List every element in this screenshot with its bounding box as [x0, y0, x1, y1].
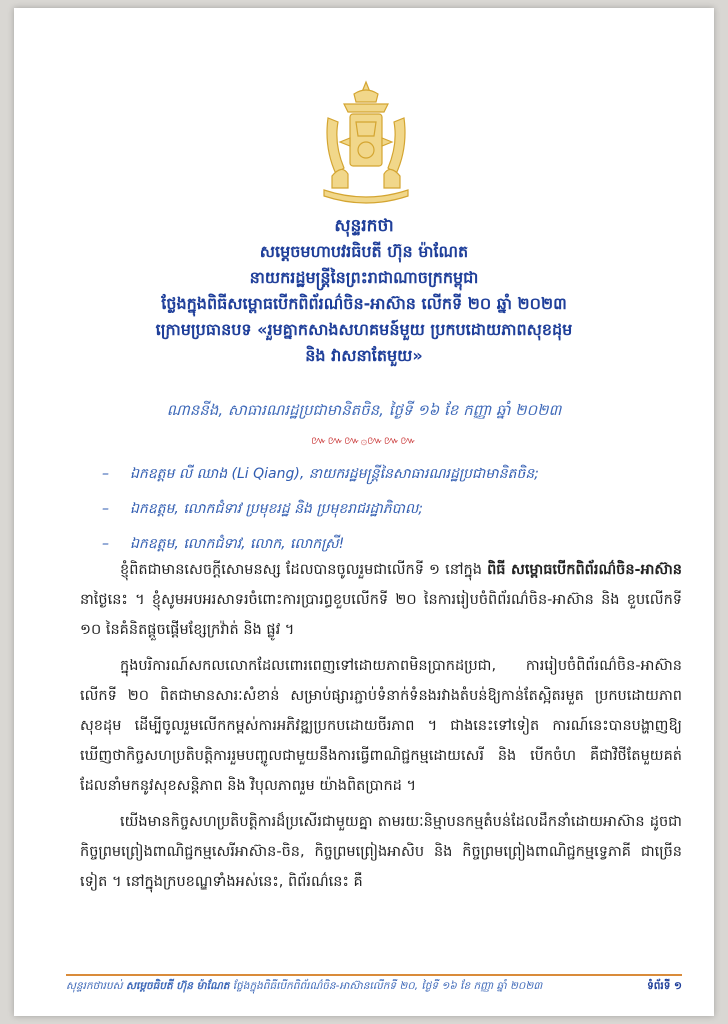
salutation-item: – ឯកឧត្តម, លោកជំទាវ, លោក, លោកស្រី!: [102, 530, 682, 565]
paragraph-2: ក្នុងបរិការណ៍សកលលោកដែលពោរពេញទៅដោយភាពមិនប្រាកដប្រជា, ការរៀបចំពិព័រណ៌ចិន-អាស៊ាន លើកទី ២០ ពិតជាមានសារៈសំខាន់ សម្រាប់ផ្សារភ្ជាប់ទំនាក់ទំនងរវាងតំបន់ឱ្យកាន់តែស្អិតរមួត ប្រកបដោយភាពសុខដុម ដើម្បីចូលរួមលើកកម្ពស់ការអភិវឌ្ឍប្រកបដោយចីរភាព ។ ជាងនេះទៅទៀត ការណ៍នេះបានបង្ហាញឱ្យឃើញថាកិច្ចសហប្រតិបត្តិការរួមបញ្ចូលជាមួយនឹងការធ្វើពាណិជ្ជកម្មដោយសេរី និង បើកចំហ គឺជាវិថីតែមួយគត់ ដែលនាំមកនូវសុខសន្តិភាព និង វិបុលភាពរួម យ៉ាងពិតប្រាកដ ។: [80, 658, 682, 794]
footer-divider: [66, 974, 682, 976]
footer-caption: សុន្ទរកថារបស់ សម្តេចធិបតី ហ៊ុន ម៉ាណែត ថ្លែងក្នុងពិធីបើកពិព័រណ៌ចិន-អាស៊ានលើកទី ២០, ថ្ងៃទី ១៦ ខែ កញ្ញា ឆ្នាំ ២០២៣: [66, 980, 543, 992]
dash-bullet: –: [102, 536, 109, 552]
salutation-item: – ឯកឧត្តម, លោកជំទាវ ប្រមុខរដ្ឋ និង ប្រមុខរាជរដ្ឋាភិបាល;: [102, 495, 682, 530]
page-number: ទំព័រទី ១: [647, 980, 682, 992]
ornament-divider: ៚៚៚۞៚៚៚: [311, 434, 417, 447]
paragraph-3: យើងមានកិច្ចសហប្រតិបត្តិការដ៏ប្រសើរជាមួយគ្នា តាមរយៈនិម្មាបនកម្មតំបន់ដែលដឹកនាំដោយអាស៊ាន ដូចជា កិច្ចព្រមព្រៀងពាណិជ្ជកម្មសេរីអាស៊ាន-ចិន, កិច្ចព្រមព្រៀងអាសិប និង កិច្ចព្រមព្រៀងពាណិជ្ជកម្មទ្វេភាគី ជាច្រើនទៀត ។ នៅក្នុងក្របខណ្ឌទាំងអស់នេះ, ពិព័រណ៌នេះ គឺ: [80, 814, 682, 890]
page-footer: [66, 980, 682, 995]
speech-body: [80, 555, 682, 903]
speech-title-block: [54, 213, 674, 369]
theme-line-2: និង វាសនាតែមួយ»: [305, 346, 423, 365]
royal-coat-of-arms-emblem: [314, 78, 418, 208]
salutation-list: [102, 460, 682, 565]
dash-bullet: –: [102, 501, 109, 517]
salutation-item: – ឯកឧត្តម លី ឈាង (Li Qiang), នាយករដ្ឋមន្ត្រីនៃសាធារណរដ្ឋប្រជាមានិតចិន;: [102, 460, 682, 495]
event-name-bold: ពិធី សម្ពោធបើកពិព័រណ៌ចិន-អាស៊ាន: [487, 562, 682, 578]
speaker-title: នាយករដ្ឋមន្ត្រីនៃព្រះរាជាណាចក្រកម្ពុជា: [249, 268, 479, 287]
speech-label: សុន្ទរកថា: [334, 216, 394, 236]
paragraph-1: ខ្ញុំពិតជាមានសេចក្តីសោមនស្ស ដែលបានចូលរួមជាលើកទី ១ នៅក្នុង ពិធី សម្ពោធបើកពិព័រណ៌ចិន-អាស៊ាន នាថ្ងៃនេះ ។ ខ្ញុំសូមអបអរសាទរចំពោះការប្រារព្ធខួបលើកទី ២០ នៃការរៀបចំពិព័រណ៌ចិន-អាស៊ាន និង ខួបលើកទី ១០ នៃគំនិតផ្តួចផ្តើមខ្សែក្រវ៉ាត់ និង ផ្លូវ ។: [80, 562, 682, 638]
speaker-name: សម្តេចមហាបវរធិបតី ហ៊ុន ម៉ាណែត: [259, 242, 469, 261]
location-date: ណាននីង, សាធារណរដ្ឋប្រជាមានិតចិន, ថ្ងៃទី ១៦ ខែ កញ្ញា ឆ្នាំ ២០២៣: [166, 401, 562, 419]
theme-line-1: ក្រោមប្រធានបទ «រួមគ្នាកសាងសហគមន៍មួយ ប្រកបដោយភាពសុខដុម: [155, 320, 573, 339]
document-page: [14, 8, 714, 1016]
event-title: ថ្លែងក្នុងពិធីសម្ពោធបើកពិព័រណ៌ចិន-អាស៊ាន លើកទី ២០ ឆ្នាំ ២០២៣: [161, 294, 567, 313]
dash-bullet: –: [102, 466, 109, 482]
